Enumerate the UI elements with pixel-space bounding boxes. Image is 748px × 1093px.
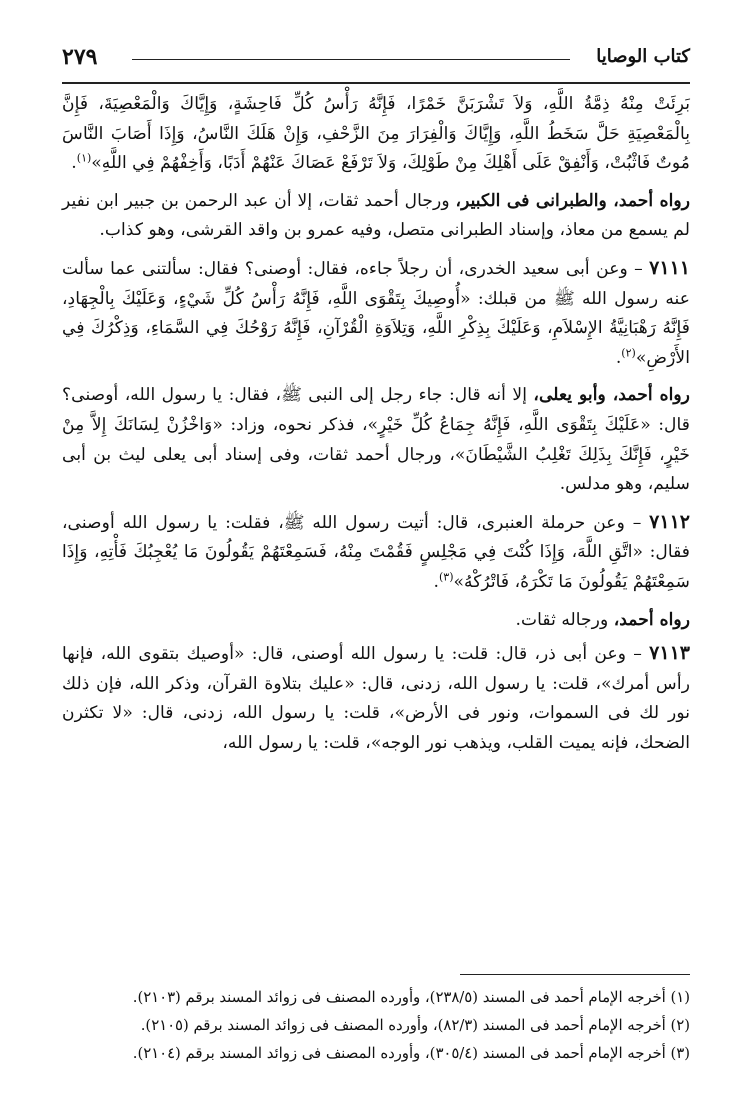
paragraph-text: – وعن أبى سعيد الخدرى، أن رجلاً جاءه، فقال: أوصنى؟ فقال: سألتنى عما سألت عنه رسول الله ﷺ من قبلك: «أُوصِيكَ بِتَقْوَى اللَّهِ، فَإِنَّهُ رَأْسُ كُلِّ شَيْءٍ، وَعَلَيْكَ بِالْجِهَادِ، فَإِنَّهُ رَهْبَانِيَّةُ الإِسْلاَمِ، وَعَلَيْكَ بِذِكْرِ اللَّهِ، وَتِلاَوَةِ الْقُرْآنِ، فَإِنَّهُ رَوْحُكَ فِي السَّمَاءِ، وَذِكْرُكَ فِي الأَرْضِ» (62, 258, 690, 368)
footnote-ref: (٢) (621, 346, 636, 360)
footnote-ref: (١) (76, 151, 92, 165)
source-bold: رواه أحمد، والطبرانى فى الكبير، (455, 190, 690, 211)
paragraph-hadith-continuation: بَرِئَتْ مِنْهُ ذِمَّةُ اللَّهِ، وَلاَ تَشْرَبَنَّ خَمْرًا، فَإِنَّهُ رَأْسُ كُلِّ فَاحِشَةٍ، وَإِيَّاكَ وَالْمَعْصِيَةَ، فَإِنَّ بِالْمَعْصِيَةِ حَلَّ سَخَطُ اللَّهِ، وَإِيَّاكَ وَالْفِرَارَ مِنَ الزَّحْفِ، وَإِنْ هَلَكَ النَّاسُ، وَإِذَا أَصَابَ النَّاسَ مُوتٌ فَاثْبُتْ، وَأَنْفِقْ عَلَى أَهْلِكَ مِنْ طَوْلِكَ، وَلاَ تَرْفَعْ عَصَاكَ عَنْهُمْ أَدَبًا، وَأَخِفْهُمْ فِي اللَّهِ»$^{(١)}$. (62, 94, 690, 174)
footnote-ref: (٣) (438, 570, 454, 584)
book-title: كتاب الوصايا (596, 46, 690, 67)
paragraph-takhrij (62, 187, 690, 246)
hadith-number: ٧١١٢ (649, 510, 690, 533)
hadith-number: ٧١١١ (649, 256, 690, 279)
paragraph-hadith-7113 (62, 639, 690, 758)
footnote: (٢) أخرجه الإمام أحمد فى المسند (٨٢/٣)، وأورده المصنف فى زوائد المسند برقم (٢١٠٥). (140, 1017, 690, 1034)
footnote-separator (460, 974, 690, 975)
footnote: (٣) أخرجه الإمام أحمد فى المسند (٣٠٥/٤)، وأورده المصنف فى زوائد المسند برقم (٢١٠٤). (132, 1045, 690, 1062)
paragraph-text: – وعن أبى ذر، قال: قلت: يا رسول الله أوصنى، قال: «أوصيك بتقوى الله، فإنها رأس أمرك»، قلت: يا رسول الله، زدنى، قال: «عليك بتلاوة القرآن، وذكر الله، فإن ذلك نور لك فى السموات، ونور فى الأرض»، قلت: يا رسول الله، زدنى، قال: «لا تكثرن الضحك، فإنه يميت القلب، ويذهب نور الوجه»، قلت: يا رسول الله، (62, 644, 690, 753)
header-dash-line (132, 59, 570, 60)
page-body (62, 90, 690, 766)
paragraph-text: بَرِئَتْ مِنْهُ ذِمَّةُ اللَّهِ، وَلاَ تَشْرَبَنَّ خَمْرًا، فَإِنَّهُ رَأْسُ كُلِّ فَاحِشَةٍ، وَإِيَّاكَ وَالْمَعْصِيَةَ، فَإِنَّ بِالْمَعْصِيَةِ حَلَّ سَخَطُ اللَّهِ، وَإِيَّاكَ وَالْفِرَارَ مِنَ الزَّحْفِ، وَإِنْ هَلَكَ النَّاسُ، وَإِذَا أَصَابَ النَّاسَ مُوتٌ فَاثْبُتْ، وَأَنْفِقْ عَلَى أَهْلِكَ مِنْ طَوْلِكَ، وَلاَ تَرْفَعْ عَصَاكَ عَنْهُمْ أَدَبًا، وَأَخِفْهُمْ فِي اللَّهِ» (62, 94, 690, 174)
source-bold: رواه أحمد، (613, 609, 690, 630)
paragraph-text: ورجاله ثقات. (515, 609, 614, 630)
hadith-number: ٧١١٣ (649, 642, 690, 665)
page-header (62, 44, 690, 84)
source-bold: رواه أحمد، وأبو يعلى، (533, 385, 690, 406)
paragraph-hadith-7111: ٧١١١ – وعن أبى سعيد الخدرى، أن رجلاً جاءه، فقال: أوصنى؟ فقال: سألتنى عما سألت عنه رسول الله ﷺ من قبلك: «أُوصِيكَ بِتَقْوَى اللَّهِ، فَإِنَّهُ رَأْسُ كُلِّ شَيْءٍ، وَعَلَيْكَ بِالْجِهَادِ، فَإِنَّهُ رَهْبَانِيَّةُ الإِسْلاَمِ، وَعَلَيْكَ بِذِكْرِ اللَّهِ، وَتِلاَوَةِ الْقُرْآنِ، فَإِنَّهُ رَوْحُكَ فِي السَّمَاءِ، وَذِكْرُكَ فِي الأَرْضِ»$^{(٢)}$. (62, 256, 690, 368)
footnote: (١) أخرجه الإمام أحمد فى المسند (٢٣٨/٥)، وأورده المصنف فى زوائد المسند برقم (٢١٠٣). (132, 989, 690, 1006)
paragraph-takhrij (62, 381, 690, 499)
paragraph-hadith-7112: ٧١١٢ – وعن حرملة العنبرى، قال: أتيت رسول الله ﷺ، فقلت: يا رسول الله أوصنى، فقال: «اتَّقِ اللَّهَ، وَإِذَا كُنْتَ فِي مَجْلِسٍ فَقُمْتَ مِنْهُ، فَسَمِعْتَهُمْ يَقُولُونَ مَا يُعْجِبُكَ فَأْتِهِ، وَإِذَا سَمِعْتَهُمْ يَقُولُونَ مَا تَكْرَهُ، فَاتْرُكْهُ»$^{(٣)}$. (62, 510, 690, 592)
paragraph-takhrij (62, 606, 690, 636)
paragraph-text: إلا أنه قال: جاء رجل إلى النبى ﷺ، فقال: يا رسول الله، أوصنى؟ قال: «عَلَيْكَ بِتَقْوَى اللَّهِ، فَإِنَّهُ جِمَاعُ كُلِّ خَيْرٍ»، فذكر نحوه، وزاد: «وَاخْزُنْ لِسَانَكَ إِلاَّ مِنْ خَيْرٍ، فَإِنَّكَ بِذَلِكَ تَغْلِبُ الشَّيْطَانَ»، ورجال أحمد ثقات، وفى إسناد أبى يعلى ليث بن أبى سليم، وهو مدلس. (62, 385, 690, 495)
paragraph-text: – وعن حرملة العنبرى، قال: أتيت رسول الله ﷺ، فقلت: يا رسول الله أوصنى، فقال: «اتَّقِ اللَّهَ، وَإِذَا كُنْتَ فِي مَجْلِسٍ فَقُمْتَ مِنْهُ، فَسَمِعْتَهُمْ يَقُولُونَ مَا يُعْجِبُكَ فَأْتِهِ، وَإِذَا سَمِعْتَهُمْ يَقُولُونَ مَا تَكْرَهُ، فَاتْرُكْهُ» (62, 512, 690, 592)
paragraph-text: ورجال أحمد ثقات، إلا أن عبد الرحمن بن جبير ابن نفير لم يسمع من معاذ، وإسناد الطبرانى متصل، وفيه عمرو بن واقد القرشى، وهو كذاب. (62, 190, 690, 241)
footnotes (62, 984, 690, 1068)
page-number: ٢٧٩ (62, 44, 98, 70)
